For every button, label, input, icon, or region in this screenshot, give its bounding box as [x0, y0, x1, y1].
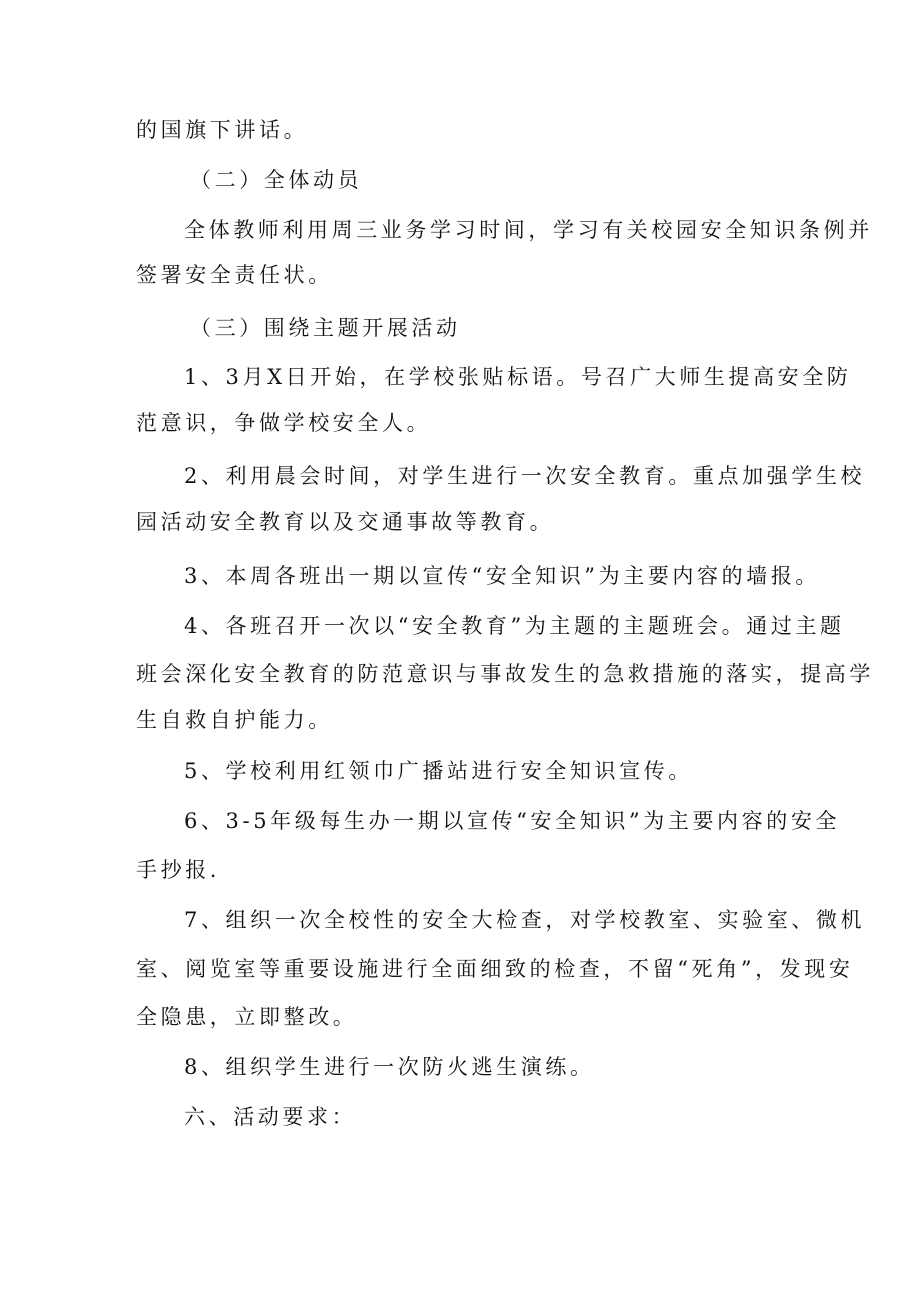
- paragraph-line: 1、3月X日开始，在学校张贴标语。号召广大师生提高安全防: [184, 365, 852, 389]
- paragraph-line: 范意识，争做学校安全人。: [136, 411, 432, 435]
- paragraph-line: 园活动安全教育以及交通事故等教育。: [136, 510, 555, 534]
- section-heading: （二）全体动员: [190, 168, 363, 192]
- paragraph-line: 全体教师利用周三业务学习时间，学习有关校园安全知识条例并: [184, 218, 873, 242]
- paragraph-line: 生自救自护能力。: [136, 708, 333, 732]
- paragraph-line: 2、利用晨会时间，对学生进行一次安全教育。重点加强学生校: [184, 464, 866, 488]
- paragraph-line: 手抄报.: [136, 858, 221, 882]
- paragraph-line: 全隐患，立即整改。: [136, 1005, 358, 1029]
- section-heading: 六、活动要求：: [184, 1105, 357, 1129]
- paragraph-line: 班会深化安全教育的防范意识与事故发生的急救措施的落实，提高学: [136, 662, 874, 686]
- paragraph-line: 室、阅览室等重要设施进行全面细致的检查，不留“死角”，发现安: [136, 957, 854, 981]
- paragraph-line: 5、学校利用红领巾广播站进行安全知识宣传。: [184, 759, 693, 783]
- paragraph-line: 8、组织学生进行一次防火逃生演练。: [184, 1055, 595, 1079]
- paragraph-line: 3、本周各班出一期以宣传“安全知识”为主要内容的墙报。: [184, 564, 821, 588]
- paragraph-line: 6、3-5年级每生办一期以宣传“安全知识”为主要内容的安全: [184, 809, 841, 833]
- paragraph-line: 7、组织一次全校性的安全大检查，对学校教室、实验室、微机: [184, 908, 866, 932]
- paragraph-line: 的国旗下讲话。: [136, 118, 309, 142]
- paragraph-line: 签署安全责任状。: [136, 263, 333, 287]
- paragraph-line: 4、各班召开一次以“安全教育”为主题的主题班会。通过主题: [184, 614, 845, 638]
- section-heading: （三）围绕主题开展活动: [190, 316, 461, 340]
